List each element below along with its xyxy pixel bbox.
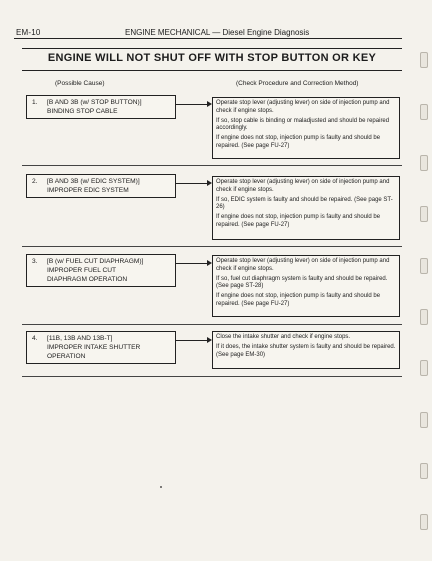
binder-tab bbox=[420, 514, 428, 530]
procedure-step: If engine does not stop, injection pump is faulty and should be repaired. (See page FU-27) bbox=[216, 293, 381, 307]
binder-tab bbox=[420, 463, 428, 479]
procedure-step: Operate stop lever (adjusting lever) on side of injection pump and check if engine stops. bbox=[216, 100, 390, 114]
procedure-step: If so, EDIC system is faulty and should be repaired. (See page ST-26) bbox=[216, 196, 393, 211]
page-number: EM-10 bbox=[16, 28, 41, 37]
binder-tab bbox=[420, 104, 428, 120]
binder-tab bbox=[420, 52, 428, 68]
binder-tab bbox=[420, 360, 428, 376]
cause-text: [B (w/ FUEL CUT DIAPHRAGM)] IMPROPER FUEL CUT DIAPHRAGM OPERATION bbox=[47, 258, 144, 283]
cause-number: 1. bbox=[32, 99, 38, 106]
cause-number: 3. bbox=[32, 258, 38, 265]
binder-tab bbox=[420, 206, 428, 222]
section-title: ENGINE MECHANICAL — Diesel Engine Diagnosis bbox=[125, 28, 310, 37]
title-rule-bottom bbox=[22, 70, 402, 71]
column-heading-cause: (Possible Cause) bbox=[55, 80, 105, 87]
connector-line-2 bbox=[176, 183, 208, 184]
binder-tab bbox=[420, 309, 428, 325]
cause-box-4 bbox=[26, 331, 176, 364]
procedure-step: Operate stop lever (adjusting lever) on side of injection pump and check if engine stops. bbox=[216, 258, 390, 272]
row-divider bbox=[22, 376, 402, 377]
page-title: ENGINE WILL NOT SHUT OFF WITH STOP BUTTON OR KEY bbox=[47, 52, 377, 64]
title-rule-top bbox=[22, 48, 402, 49]
procedure-box-3 bbox=[212, 255, 400, 317]
cause-box-1 bbox=[26, 95, 176, 119]
procedure-step: If it does, the intake shutter system is faulty and should be repaired. (See page EM-30) bbox=[216, 343, 396, 358]
binder-tab bbox=[420, 155, 428, 171]
row-divider bbox=[22, 246, 402, 247]
procedure-step: Operate stop lever (adjusting lever) on side of injection pump and check if engine stops. bbox=[216, 179, 390, 193]
cause-text: [11B, 13B AND 13B-T] IMPROPER INTAKE SHUTTER OPERATION bbox=[47, 335, 141, 360]
procedure-step: Close the intake shutter and check if engine stops. bbox=[216, 334, 351, 340]
procedure-step: If so, stop cable is binding or maladjusted and should be repaired accordingly. bbox=[216, 117, 390, 132]
connector-line-3 bbox=[176, 263, 208, 264]
cause-text: [B AND 3B (w/ EDIC SYSTEM)] IMPROPER EDIC SYSTEM bbox=[47, 178, 140, 194]
binder-tab bbox=[420, 258, 428, 274]
procedure-step: If so, fuel cut diaphragm system is faulty and should be repaired. (See page ST-28) bbox=[216, 275, 388, 290]
procedure-box-4 bbox=[212, 331, 400, 369]
cause-number: 2. bbox=[32, 178, 38, 185]
cause-box-3 bbox=[26, 254, 176, 287]
cause-box-2 bbox=[26, 174, 176, 198]
header-rule bbox=[14, 38, 402, 39]
cause-number: 4. bbox=[32, 335, 38, 342]
connector-line-4 bbox=[176, 340, 208, 341]
binder-tab bbox=[420, 412, 428, 428]
procedure-step: If engine does not stop, injection pump is faulty and should be repaired. (See page FU-27) bbox=[216, 214, 381, 228]
cause-text: [B AND 3B (w/ STOP BUTTON)] BINDING STOP CABLE bbox=[47, 99, 142, 115]
procedure-box-2 bbox=[212, 176, 400, 240]
row-divider bbox=[22, 324, 402, 325]
connector-line-1 bbox=[176, 104, 208, 105]
procedure-box-1 bbox=[212, 97, 400, 159]
row-divider bbox=[22, 165, 402, 166]
procedure-step: If engine does not stop, injection pump is faulty and should be repaired. (See page FU-27) bbox=[216, 135, 381, 149]
column-heading-procedure: (Check Procedure and Correction Method) bbox=[236, 80, 359, 87]
scan-speck bbox=[160, 486, 162, 488]
